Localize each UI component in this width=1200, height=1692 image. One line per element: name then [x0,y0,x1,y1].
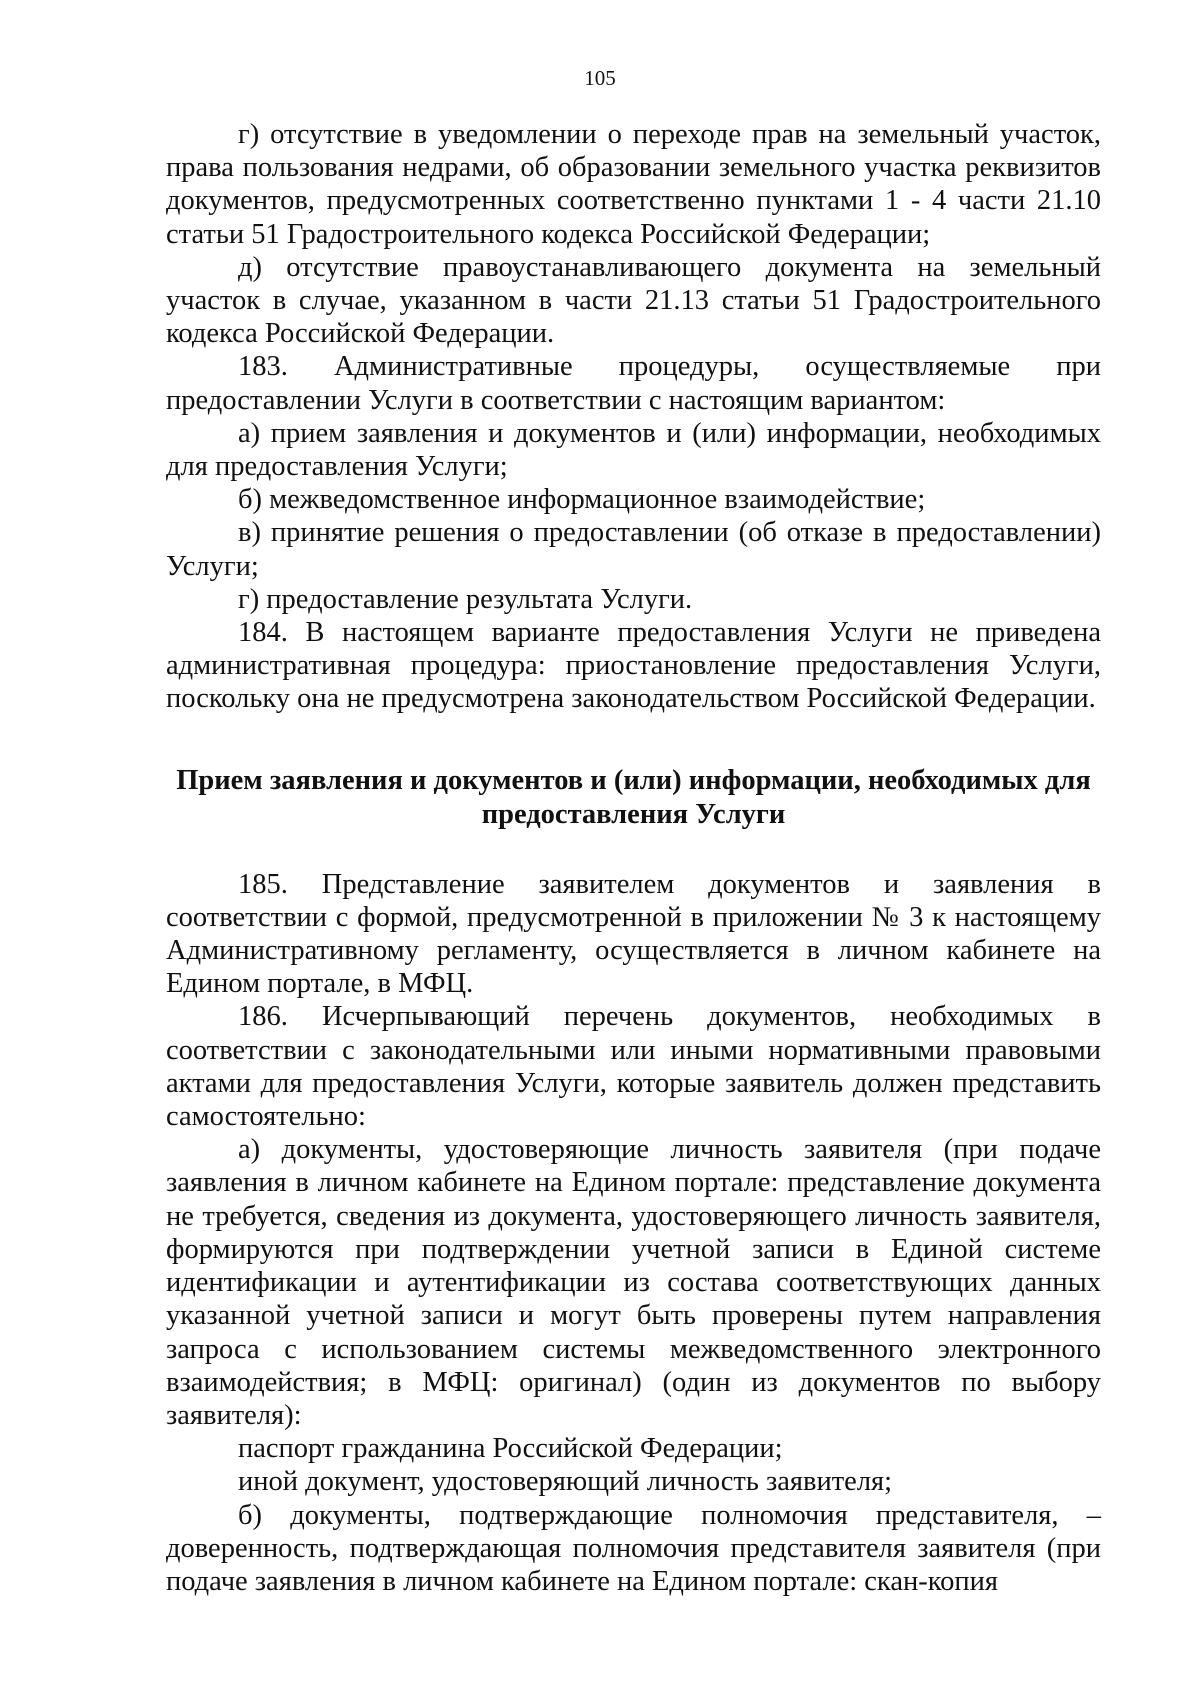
paragraph: в) принятие решения о предоставлении (об отказе в предоставлении) Услуги; [166,517,1101,582]
paragraph: 185. Представление заявителем документов и заявления в соответствии с формой, предусмотренной в приложении № 3 к настоящему Административному регламенту, осуществляется в личном кабинете на Едином портале, в МФЦ. [166,868,1101,1000]
page-number: 105 [584,66,616,90]
paragraph: 186. Исчерпывающий перечень документов, необходимых в соответствии с законодательными или иными нормативными правовыми актами для предоставления Услуги, которые заявитель должен представить самостоятельно: [166,1001,1101,1133]
paragraph: б) документы, подтверждающие полномочия представителя, – доверенность, подтверждающая полномочия представителя заявителя (при подаче заявления в личном кабинете на Едином портале: скан-копия [166,1499,1101,1597]
paragraph: б) межведомственное информационное взаимодействие; [238,484,926,516]
paragraph: а) документы, удостоверяющие личность заявителя (при подаче заявления в личном кабинете на Едином портале: представление документа не требуется, сведения из документа, удостоверяющего личность заявителя, формируются при подтверждении учетной записи в Единой системе идентификации и аутентификации из состава соответствующих данных указанной учетной записи и могут быть проверены путем направления запроса с использованием системы межведомственного электронного взаимодействия; в МФЦ: оригинал) (один из документов по выбору заявителя): [166,1134,1101,1431]
section-heading-line: Прием заявления и документов и (или) информации, необходимых для [176,764,1091,796]
paragraph: 183. Административные процедуры, осуществляемые при предоставлении Услуги в соответствии с настоящим вариантом: [166,351,1101,416]
document-body [166,118,1101,1598]
paragraph: а) прием заявления и документов и (или) информации, необходимых для предоставления Услуги; [166,417,1101,483]
list-item: паспорт гражданина Российской Федерации; [238,1433,783,1465]
paragraph: г) отсутствие в уведомлении о переходе прав на земельный участок, права пользования недрами, об образовании земельного участка реквизитов документов, предусмотренных соответственно пунктами 1 - 4 части 21.10 статьи 51 Градостроительного кодекса Российской Федерации; [166,119,1101,250]
paragraph: г) предоставление результата Услуги. [238,583,693,615]
paragraph: 184. В настоящем варианте предоставления Услуги не приведена административная процедура: приостановление предоставления Услуги, поскольку она не предусмотрена законодательством Российской Федерации. [166,617,1101,715]
paragraph: д) отсутствие правоустанавливающего документа на земельный участок в случае, указанном в части 21.13 статьи 51 Градостроительного кодекса Российской Федерации. [166,251,1101,350]
section-heading [166,764,1101,832]
section-heading-line: предоставления Услуги [481,798,786,830]
list-item: иной документ, удостоверяющий личность заявителя; [238,1466,893,1498]
